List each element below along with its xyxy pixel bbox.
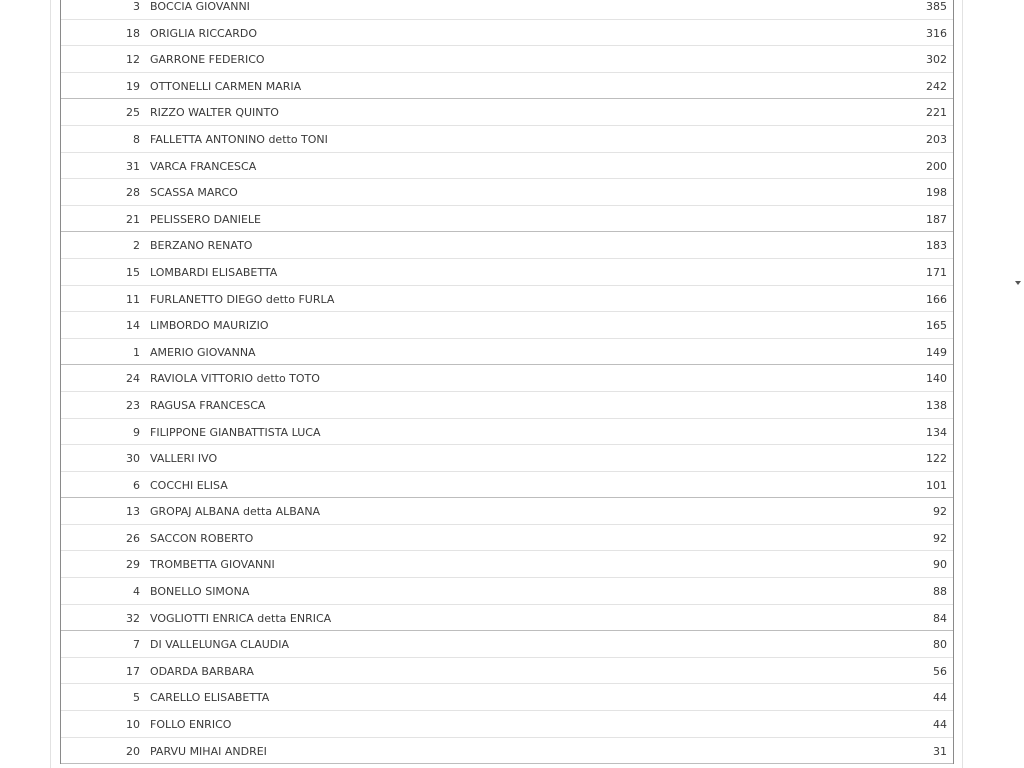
candidate-votes: 166 bbox=[926, 292, 947, 306]
candidate-votes: 80 bbox=[933, 638, 947, 652]
candidate-number: 15 bbox=[126, 265, 140, 279]
candidate-name: CARELLO ELISABETTA bbox=[150, 691, 270, 705]
table-row bbox=[61, 179, 953, 206]
candidate-number: 21 bbox=[126, 212, 140, 226]
candidate-number: 28 bbox=[126, 186, 140, 200]
table-row bbox=[61, 339, 953, 366]
candidate-name: FOLLO ENRICO bbox=[150, 718, 232, 732]
table-row bbox=[61, 73, 953, 100]
candidate-name: FALLETTA ANTONINO detto TONI bbox=[150, 132, 328, 146]
table-row bbox=[61, 472, 953, 499]
candidate-number: 31 bbox=[126, 159, 140, 173]
table-row bbox=[61, 605, 953, 632]
candidate-votes: 221 bbox=[926, 106, 947, 120]
candidate-votes: 198 bbox=[926, 186, 947, 200]
candidate-votes: 56 bbox=[933, 664, 947, 678]
table-row bbox=[61, 658, 953, 685]
table-row bbox=[61, 684, 953, 711]
candidate-votes: 171 bbox=[926, 265, 947, 279]
candidate-votes: 88 bbox=[933, 585, 947, 599]
candidate-name: VARCA FRANCESCA bbox=[150, 159, 257, 173]
candidate-name: GROPAJ ALBANA detta ALBANA bbox=[150, 505, 321, 519]
candidate-votes: 44 bbox=[933, 718, 947, 732]
table-row bbox=[61, 392, 953, 419]
table-row bbox=[61, 445, 953, 472]
candidate-number: 23 bbox=[126, 398, 140, 412]
table-row bbox=[61, 551, 953, 578]
candidate-votes: 149 bbox=[926, 345, 947, 359]
candidate-number: 18 bbox=[126, 26, 140, 40]
table-row bbox=[61, 365, 953, 392]
candidate-votes: 92 bbox=[933, 531, 947, 545]
table-row bbox=[61, 153, 953, 180]
candidate-number: 13 bbox=[126, 505, 140, 519]
candidate-number: 17 bbox=[126, 664, 140, 678]
candidate-number: 11 bbox=[126, 292, 140, 306]
candidate-number: 24 bbox=[126, 372, 140, 386]
candidate-votes: 31 bbox=[933, 744, 947, 758]
table-row bbox=[61, 738, 953, 765]
candidate-name: OTTONELLI CARMEN MARIA bbox=[150, 79, 302, 93]
candidate-number: 29 bbox=[126, 558, 140, 572]
table-row bbox=[61, 312, 953, 339]
table-row bbox=[61, 232, 953, 259]
candidate-number: 2 bbox=[133, 239, 140, 253]
candidate-votes: 316 bbox=[926, 26, 947, 40]
candidate-votes: 122 bbox=[926, 452, 947, 466]
table-row bbox=[61, 498, 953, 525]
candidate-votes: 84 bbox=[933, 611, 947, 625]
candidate-number: 4 bbox=[133, 585, 140, 599]
candidate-name: PARVU MIHAI ANDREI bbox=[150, 744, 267, 758]
candidate-number: 19 bbox=[126, 79, 140, 93]
candidate-number: 1 bbox=[133, 345, 140, 359]
table-row bbox=[61, 20, 953, 47]
candidate-number: 9 bbox=[133, 425, 140, 439]
candidate-votes: 203 bbox=[926, 132, 947, 146]
table-row bbox=[61, 711, 953, 738]
candidate-name: FILIPPONE GIANBATTISTA LUCA bbox=[150, 425, 321, 439]
scrollbar[interactable] bbox=[1013, 0, 1022, 290]
table-row bbox=[61, 259, 953, 286]
table-row bbox=[61, 578, 953, 605]
candidate-number: 20 bbox=[126, 744, 140, 758]
candidate-results-table bbox=[60, 0, 954, 764]
candidate-number: 10 bbox=[126, 718, 140, 732]
candidate-votes: 385 bbox=[926, 0, 947, 13]
candidate-votes: 140 bbox=[926, 372, 947, 386]
candidate-name: AMERIO GIOVANNA bbox=[150, 345, 256, 359]
candidate-name: BONELLO SIMONA bbox=[150, 585, 250, 599]
candidate-name: DI VALLELUNGA CLAUDIA bbox=[150, 638, 290, 652]
candidate-number: 3 bbox=[133, 0, 140, 13]
candidate-name: ORIGLIA RICCARDO bbox=[150, 26, 258, 40]
table-row bbox=[61, 631, 953, 658]
candidate-name: LOMBARDI ELISABETTA bbox=[150, 265, 278, 279]
table-row bbox=[61, 126, 953, 153]
candidate-name: SCASSA MARCO bbox=[150, 186, 238, 200]
candidate-votes: 242 bbox=[926, 79, 947, 93]
candidate-votes: 134 bbox=[926, 425, 947, 439]
candidate-name: RAGUSA FRANCESCA bbox=[150, 398, 266, 412]
candidate-name: BERZANO RENATO bbox=[150, 239, 253, 253]
scroll-down-arrow-icon[interactable] bbox=[1015, 281, 1021, 285]
candidate-votes: 165 bbox=[926, 319, 947, 333]
table-row bbox=[61, 286, 953, 313]
candidate-votes: 101 bbox=[926, 478, 947, 492]
candidate-votes: 90 bbox=[933, 558, 947, 572]
candidate-name: LIMBORDO MAURIZIO bbox=[150, 319, 269, 333]
table-row bbox=[61, 99, 953, 126]
candidate-name: RIZZO WALTER QUINTO bbox=[150, 106, 279, 120]
candidate-name: VOGLIOTTI ENRICA detta ENRICA bbox=[150, 611, 332, 625]
candidate-name: BOCCIA GIOVANNI bbox=[150, 0, 250, 13]
table-row bbox=[61, 206, 953, 233]
candidate-number: 8 bbox=[133, 132, 140, 146]
candidate-votes: 302 bbox=[926, 53, 947, 67]
candidate-votes: 138 bbox=[926, 398, 947, 412]
candidate-votes: 92 bbox=[933, 505, 947, 519]
candidate-number: 14 bbox=[126, 319, 140, 333]
table-row bbox=[61, 0, 953, 20]
candidate-number: 26 bbox=[126, 531, 140, 545]
candidate-name: FURLANETTO DIEGO detto FURLA bbox=[150, 292, 335, 306]
candidate-name: PELISSERO DANIELE bbox=[150, 212, 261, 226]
candidate-votes: 187 bbox=[926, 212, 947, 226]
candidate-name: TROMBETTA GIOVANNI bbox=[150, 558, 275, 572]
candidate-name: SACCON ROBERTO bbox=[150, 531, 254, 545]
candidate-name: VALLERI IVO bbox=[150, 452, 218, 466]
table-row bbox=[61, 525, 953, 552]
candidate-votes: 200 bbox=[926, 159, 947, 173]
candidate-number: 6 bbox=[133, 478, 140, 492]
candidate-name: COCCHI ELISA bbox=[150, 478, 228, 492]
candidate-name: RAVIOLA VITTORIO detto TOTO bbox=[150, 372, 320, 386]
candidate-number: 25 bbox=[126, 106, 140, 120]
candidate-votes: 44 bbox=[933, 691, 947, 705]
candidate-votes: 183 bbox=[926, 239, 947, 253]
table-row bbox=[61, 419, 953, 446]
candidate-number: 12 bbox=[126, 53, 140, 67]
candidate-number: 30 bbox=[126, 452, 140, 466]
candidate-number: 32 bbox=[126, 611, 140, 625]
table-row bbox=[61, 46, 953, 73]
candidate-number: 5 bbox=[133, 691, 140, 705]
candidate-name: ODARDA BARBARA bbox=[150, 664, 254, 678]
candidate-name: GARRONE FEDERICO bbox=[150, 53, 265, 67]
candidate-number: 7 bbox=[133, 638, 140, 652]
